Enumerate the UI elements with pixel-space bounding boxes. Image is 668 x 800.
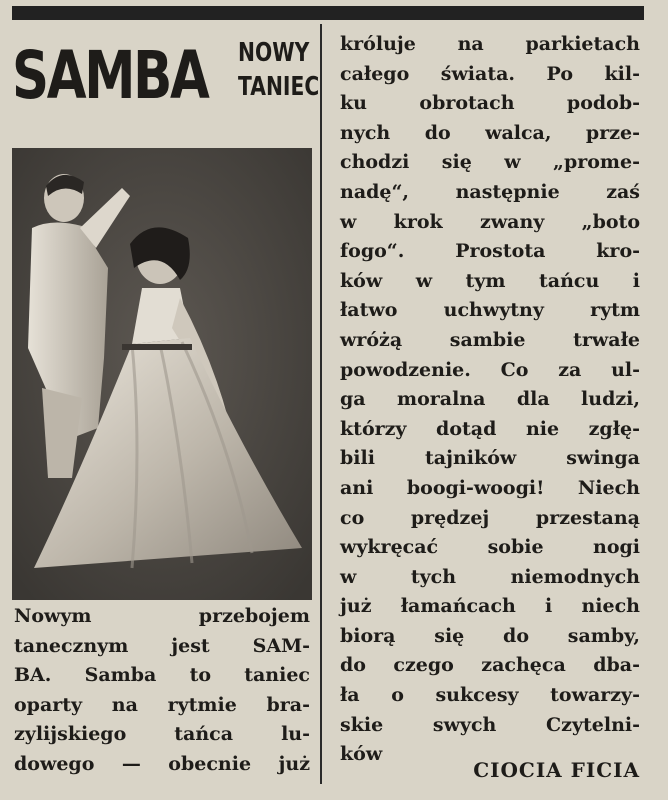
text-line: króluje na parkietach [340,33,640,55]
text-line: wróżą sambie trwałe [340,328,640,351]
text-line: ków [340,743,383,766]
text-line: co prędzej przestaną [340,506,640,529]
text-line: w krok zwany „boto [340,210,640,233]
text-line: fogo“. Prostota kro- [340,240,640,263]
text-line: oparty na rytmie bra- [14,693,310,716]
text-line: ani boogi-woogi! Niech [340,476,640,499]
text-line: BA. Samba to taniec [14,664,310,686]
text-line: do czego zachęca dba- [340,654,640,677]
text-line: ków w tym tańcu i [340,269,640,292]
dancing-couple-photo [12,148,312,600]
headline [12,28,320,120]
headline-title: SAMBA [12,37,208,114]
text-line: w tych niemodnych [340,565,640,588]
article-right-column [340,30,640,770]
text-line: całego świata. Po kil- [340,62,640,85]
text-line: skie swych Czytelni- [340,713,640,736]
headline-subtitle-line: NOWY [238,38,310,68]
text-line: nadę“, następnie zaś [340,180,640,203]
text-line: chodzi się w „prome- [340,151,640,174]
dancing-couple-illustration [12,148,312,600]
text-line: ga moralna dla ludzi, [340,388,640,411]
text-line: bili tajników swinga [340,447,640,470]
headline-subtitle [238,36,319,104]
column-divider [320,24,322,784]
text-line: dowego — obecnie już [14,752,310,775]
text-line: ku obrotach podob- [340,92,640,115]
article-left-column [14,602,310,779]
text-line: wykręcać sobie nogi [340,536,640,559]
text-line: którzy dotąd nie zgłę- [340,417,640,440]
top-rule [12,6,644,20]
author-signature: CIOCIA FICIA [473,758,640,782]
text-line: nych do walca, prze- [340,121,640,144]
text-line: Nowym przebojem [14,605,310,627]
text-line: już łamańcach i niech [340,595,640,618]
text-line: zylijskiego tańca lu- [14,723,310,745]
text-line: ła o sukcesy towarzy- [340,684,640,707]
text-line: tanecznym jest SAM- [14,634,310,657]
text-line: powodzenie. Co za ul- [340,358,640,381]
text-line: łatwo uchwytny rytm [340,299,640,322]
headline-subtitle-line: TANIEC [238,72,320,102]
text-line: biorą się do samby, [340,624,640,647]
